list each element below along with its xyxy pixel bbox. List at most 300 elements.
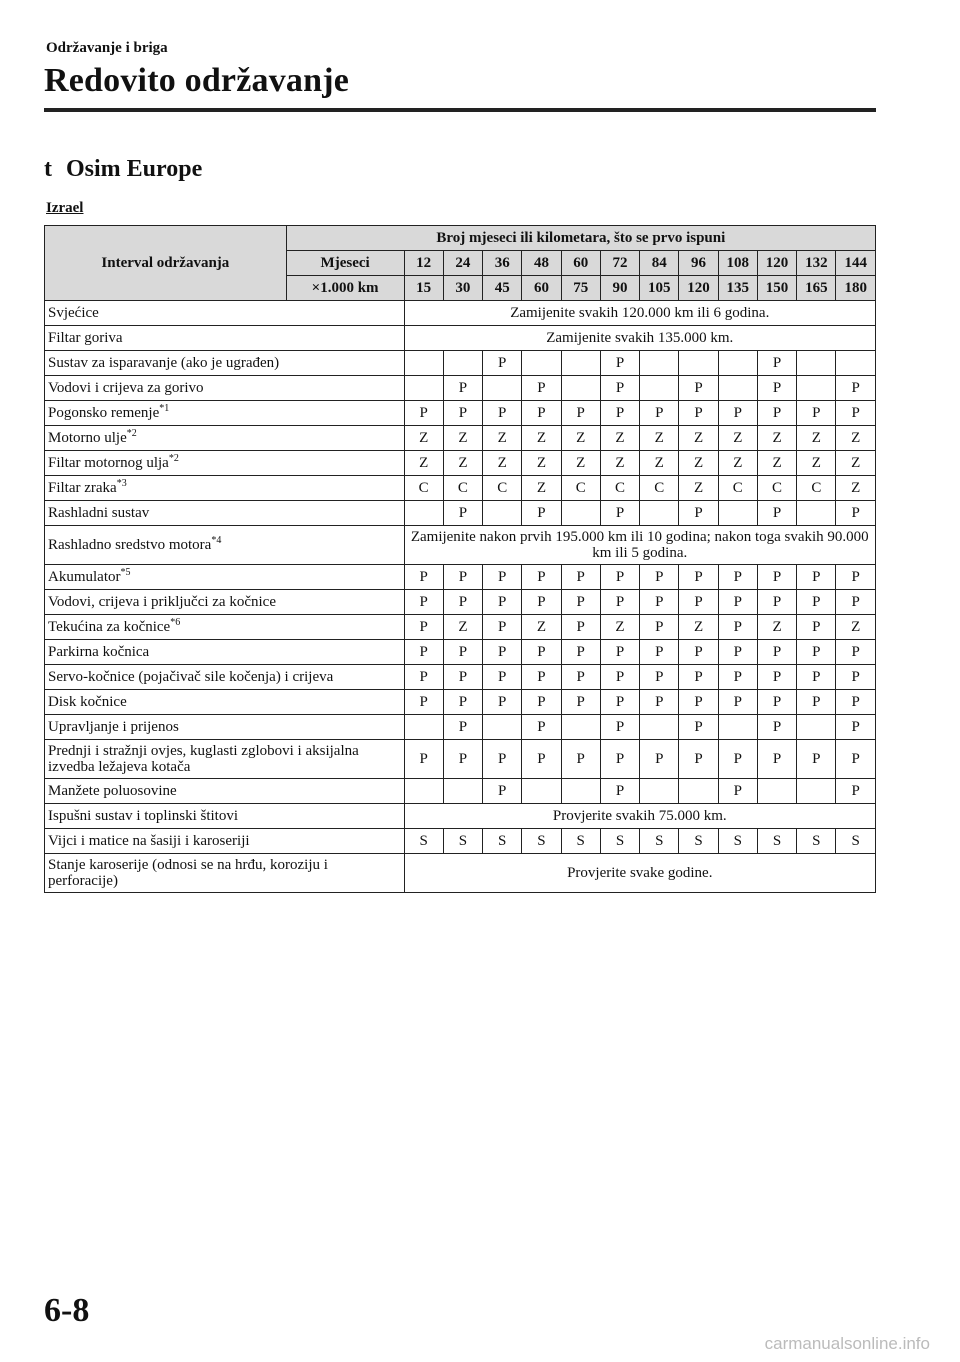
schedule-cell bbox=[561, 351, 600, 376]
table-row bbox=[45, 351, 876, 376]
month-header: 60 bbox=[561, 251, 600, 276]
schedule-cell: P bbox=[561, 401, 600, 426]
schedule-cell: P bbox=[640, 640, 679, 665]
schedule-cell: P bbox=[522, 715, 561, 740]
schedule-cell: P bbox=[757, 665, 796, 690]
item-cell bbox=[45, 401, 405, 426]
schedule-cell: P bbox=[443, 690, 482, 715]
item-label: Parkirna kočnica bbox=[48, 644, 150, 660]
schedule-cell: P bbox=[757, 715, 796, 740]
month-header: 36 bbox=[483, 251, 522, 276]
item-label: Vodovi i crijeva za gorivo bbox=[48, 380, 204, 396]
schedule-cell: P bbox=[718, 779, 757, 804]
item-cell bbox=[45, 526, 405, 565]
schedule-cell: P bbox=[600, 376, 639, 401]
table-row bbox=[45, 640, 876, 665]
schedule-cell: P bbox=[836, 665, 876, 690]
km-header: 180 bbox=[836, 276, 876, 301]
schedule-cell: P bbox=[483, 565, 522, 590]
schedule-cell: P bbox=[404, 690, 443, 715]
schedule-cell bbox=[561, 376, 600, 401]
schedule-cell: P bbox=[836, 565, 876, 590]
table-row bbox=[45, 779, 876, 804]
schedule-cell: P bbox=[443, 640, 482, 665]
km-header: 105 bbox=[640, 276, 679, 301]
km-header: 120 bbox=[679, 276, 718, 301]
schedule-cell: P bbox=[718, 615, 757, 640]
schedule-cell: Z bbox=[797, 426, 836, 451]
schedule-cell: P bbox=[718, 690, 757, 715]
schedule-cell: S bbox=[561, 829, 600, 854]
schedule-cell: P bbox=[561, 565, 600, 590]
schedule-cell: P bbox=[836, 715, 876, 740]
schedule-cell: P bbox=[836, 501, 876, 526]
schedule-cell: P bbox=[679, 740, 718, 779]
item-cell bbox=[45, 426, 405, 451]
schedule-cell: Z bbox=[757, 451, 796, 476]
schedule-cell bbox=[561, 779, 600, 804]
schedule-cell: P bbox=[600, 779, 639, 804]
schedule-cell: P bbox=[757, 401, 796, 426]
item-cell bbox=[45, 690, 405, 715]
span-cell: Provjerite svake godine. bbox=[404, 854, 875, 893]
item-cell bbox=[45, 804, 405, 829]
schedule-cell: P bbox=[483, 640, 522, 665]
km-header: 150 bbox=[757, 276, 796, 301]
schedule-cell: P bbox=[483, 351, 522, 376]
schedule-cell: P bbox=[522, 376, 561, 401]
item-cell bbox=[45, 829, 405, 854]
schedule-cell: P bbox=[483, 401, 522, 426]
schedule-cell bbox=[679, 351, 718, 376]
schedule-cell: P bbox=[797, 740, 836, 779]
item-label: Vodovi, crijeva i priključci za kočnice bbox=[48, 594, 276, 610]
schedule-cell bbox=[522, 351, 561, 376]
item-cell bbox=[45, 854, 405, 893]
item-cell bbox=[45, 376, 405, 401]
item-label: Vijci i matice na šasiji i karoseriji bbox=[48, 833, 250, 849]
schedule-cell: P bbox=[404, 590, 443, 615]
item-label: Stanje karoserije (odnosi se na hrđu, koroziju i perforacije) bbox=[48, 857, 328, 889]
item-cell bbox=[45, 476, 405, 501]
span-cell: Zamijenite svakih 135.000 km. bbox=[404, 326, 875, 351]
section-label: Održavanje i briga bbox=[46, 40, 168, 56]
schedule-cell bbox=[797, 501, 836, 526]
schedule-cell: P bbox=[522, 665, 561, 690]
schedule-cell: Z bbox=[757, 426, 796, 451]
schedule-cell: P bbox=[757, 740, 796, 779]
schedule-cell: P bbox=[679, 401, 718, 426]
schedule-cell: P bbox=[797, 640, 836, 665]
table-row bbox=[45, 401, 876, 426]
bullet-icon: t bbox=[44, 156, 52, 182]
schedule-cell: Z bbox=[797, 451, 836, 476]
schedule-cell: P bbox=[640, 665, 679, 690]
schedule-cell: S bbox=[679, 829, 718, 854]
item-cell bbox=[45, 590, 405, 615]
schedule-cell: Z bbox=[522, 476, 561, 501]
schedule-cell: Z bbox=[483, 451, 522, 476]
table-row bbox=[45, 615, 876, 640]
schedule-cell: P bbox=[443, 565, 482, 590]
item-cell bbox=[45, 615, 405, 640]
schedule-cell: C bbox=[483, 476, 522, 501]
schedule-cell bbox=[404, 779, 443, 804]
schedule-cell: P bbox=[640, 590, 679, 615]
item-label: Filtar motornog ulja bbox=[48, 455, 169, 471]
span-cell: Zamijenite nakon prvih 195.000 km ili 10 godina; nakon toga svakih 90.000 km ili 5 godina. bbox=[404, 526, 875, 565]
schedule-cell bbox=[561, 715, 600, 740]
table-row bbox=[45, 501, 876, 526]
schedule-cell: Z bbox=[561, 426, 600, 451]
schedule-cell bbox=[718, 376, 757, 401]
schedule-cell: S bbox=[404, 829, 443, 854]
schedule-cell: P bbox=[600, 690, 639, 715]
footnote-marker: *5 bbox=[120, 567, 131, 578]
schedule-cell: Z bbox=[522, 615, 561, 640]
months-label: Mjeseci bbox=[286, 251, 404, 276]
table-row bbox=[45, 740, 876, 779]
schedule-cell: Z bbox=[600, 426, 639, 451]
span-cell: Provjerite svakih 75.000 km. bbox=[404, 804, 875, 829]
schedule-cell: P bbox=[718, 640, 757, 665]
table-row bbox=[45, 829, 876, 854]
schedule-cell: S bbox=[443, 829, 482, 854]
schedule-cell: P bbox=[797, 565, 836, 590]
schedule-cell: P bbox=[561, 690, 600, 715]
schedule-cell: P bbox=[640, 401, 679, 426]
schedule-cell: Z bbox=[718, 451, 757, 476]
schedule-cell: P bbox=[679, 590, 718, 615]
table-row bbox=[45, 451, 876, 476]
span-cell: Zamijenite svakih 120.000 km ili 6 godina. bbox=[404, 301, 875, 326]
schedule-cell: P bbox=[797, 665, 836, 690]
schedule-cell: P bbox=[561, 640, 600, 665]
schedule-cell: P bbox=[404, 401, 443, 426]
km-header: 30 bbox=[443, 276, 482, 301]
item-label: Prednji i stražnji ovjes, kuglasti zglobovi i aksijalna izvedba ležajeva kotača bbox=[48, 743, 359, 775]
item-cell bbox=[45, 715, 405, 740]
schedule-cell: Z bbox=[718, 426, 757, 451]
schedule-cell: P bbox=[522, 501, 561, 526]
schedule-cell: P bbox=[522, 565, 561, 590]
span-header: Broj mjeseci ili kilometara, što se prvo ispuni bbox=[286, 226, 875, 251]
schedule-cell: P bbox=[600, 640, 639, 665]
schedule-cell: Z bbox=[600, 615, 639, 640]
table-row bbox=[45, 715, 876, 740]
region-label: Izrael bbox=[46, 200, 84, 216]
item-label: Ispušni sustav i toplinski štitovi bbox=[48, 808, 239, 824]
sub-heading bbox=[44, 156, 202, 183]
schedule-cell bbox=[404, 351, 443, 376]
schedule-cell: Z bbox=[836, 476, 876, 501]
schedule-cell: P bbox=[640, 615, 679, 640]
schedule-cell: S bbox=[640, 829, 679, 854]
schedule-cell: P bbox=[640, 740, 679, 779]
schedule-cell: P bbox=[718, 565, 757, 590]
schedule-cell bbox=[718, 351, 757, 376]
watermark: carmanualsonline.info bbox=[764, 1334, 930, 1353]
schedule-cell bbox=[404, 501, 443, 526]
schedule-cell: P bbox=[757, 590, 796, 615]
schedule-cell: P bbox=[836, 690, 876, 715]
item-label: Akumulator bbox=[48, 569, 121, 585]
item-cell bbox=[45, 501, 405, 526]
title-rule bbox=[44, 108, 876, 112]
footnote-marker: *6 bbox=[170, 617, 181, 628]
schedule-cell: Z bbox=[640, 451, 679, 476]
schedule-cell: S bbox=[757, 829, 796, 854]
schedule-cell: C bbox=[718, 476, 757, 501]
schedule-cell: P bbox=[797, 690, 836, 715]
header-row-span bbox=[45, 226, 876, 251]
schedule-cell: P bbox=[836, 779, 876, 804]
schedule-cell: P bbox=[522, 690, 561, 715]
schedule-cell: P bbox=[836, 376, 876, 401]
schedule-cell: P bbox=[522, 590, 561, 615]
schedule-cell: S bbox=[522, 829, 561, 854]
schedule-cell bbox=[640, 351, 679, 376]
schedule-cell: P bbox=[718, 401, 757, 426]
table-row bbox=[45, 426, 876, 451]
schedule-cell: Z bbox=[600, 451, 639, 476]
table-row bbox=[45, 376, 876, 401]
schedule-cell: P bbox=[404, 565, 443, 590]
schedule-cell: Z bbox=[404, 426, 443, 451]
schedule-cell: Z bbox=[836, 615, 876, 640]
schedule-cell: Z bbox=[640, 426, 679, 451]
item-cell bbox=[45, 351, 405, 376]
schedule-cell: P bbox=[679, 690, 718, 715]
schedule-cell: P bbox=[836, 740, 876, 779]
schedule-cell: P bbox=[757, 376, 796, 401]
schedule-cell: P bbox=[600, 665, 639, 690]
sub-heading-text: Osim Europe bbox=[66, 156, 203, 182]
month-header: 12 bbox=[404, 251, 443, 276]
item-cell bbox=[45, 665, 405, 690]
schedule-cell: P bbox=[483, 615, 522, 640]
schedule-cell: P bbox=[600, 740, 639, 779]
schedule-cell: P bbox=[483, 665, 522, 690]
schedule-cell: C bbox=[640, 476, 679, 501]
schedule-cell bbox=[443, 779, 482, 804]
schedule-cell: P bbox=[443, 376, 482, 401]
schedule-cell: P bbox=[836, 401, 876, 426]
item-label: Svjećice bbox=[48, 305, 99, 321]
schedule-cell bbox=[404, 376, 443, 401]
schedule-cell bbox=[797, 351, 836, 376]
schedule-cell: P bbox=[679, 501, 718, 526]
schedule-cell bbox=[679, 779, 718, 804]
item-label: Servo-kočnice (pojačivač sile kočenja) i crijeva bbox=[48, 669, 334, 685]
item-cell bbox=[45, 740, 405, 779]
schedule-cell: S bbox=[797, 829, 836, 854]
schedule-cell: P bbox=[443, 665, 482, 690]
schedule-cell bbox=[483, 376, 522, 401]
item-cell bbox=[45, 565, 405, 590]
km-header: 60 bbox=[522, 276, 561, 301]
schedule-cell: P bbox=[640, 565, 679, 590]
schedule-cell bbox=[404, 715, 443, 740]
schedule-cell bbox=[757, 779, 796, 804]
schedule-cell bbox=[640, 715, 679, 740]
schedule-cell: Z bbox=[679, 476, 718, 501]
schedule-cell: P bbox=[443, 740, 482, 779]
item-cell bbox=[45, 640, 405, 665]
month-header: 24 bbox=[443, 251, 482, 276]
schedule-cell: Z bbox=[443, 451, 482, 476]
schedule-cell: P bbox=[679, 376, 718, 401]
schedule-cell: P bbox=[561, 665, 600, 690]
schedule-cell: P bbox=[797, 401, 836, 426]
item-label: Disk kočnice bbox=[48, 694, 127, 710]
month-header: 108 bbox=[718, 251, 757, 276]
schedule-cell: P bbox=[640, 690, 679, 715]
schedule-cell: Z bbox=[679, 451, 718, 476]
table-row bbox=[45, 565, 876, 590]
schedule-cell: C bbox=[561, 476, 600, 501]
table-row bbox=[45, 526, 876, 565]
schedule-cell bbox=[561, 501, 600, 526]
schedule-cell: P bbox=[679, 565, 718, 590]
schedule-cell: P bbox=[600, 401, 639, 426]
footnote-marker: *1 bbox=[159, 403, 170, 414]
schedule-cell bbox=[483, 715, 522, 740]
schedule-cell: Z bbox=[836, 426, 876, 451]
item-label: Manžete poluosovine bbox=[48, 783, 177, 799]
schedule-cell: P bbox=[522, 640, 561, 665]
schedule-cell: Z bbox=[483, 426, 522, 451]
schedule-cell: P bbox=[483, 590, 522, 615]
schedule-cell: P bbox=[718, 740, 757, 779]
schedule-cell: P bbox=[600, 715, 639, 740]
item-label: Filtar zraka bbox=[48, 480, 117, 496]
month-header: 72 bbox=[600, 251, 639, 276]
interval-header: Interval održavanja bbox=[45, 226, 287, 301]
schedule-cell: P bbox=[483, 779, 522, 804]
schedule-cell: P bbox=[561, 590, 600, 615]
schedule-cell: Z bbox=[561, 451, 600, 476]
schedule-cell bbox=[718, 501, 757, 526]
schedule-cell bbox=[797, 779, 836, 804]
schedule-cell: C bbox=[443, 476, 482, 501]
month-header: 84 bbox=[640, 251, 679, 276]
schedule-cell: P bbox=[600, 590, 639, 615]
item-label: Rashladni sustav bbox=[48, 505, 150, 521]
schedule-cell: P bbox=[836, 590, 876, 615]
schedule-cell bbox=[797, 376, 836, 401]
footnote-marker: *2 bbox=[168, 453, 179, 464]
month-header: 120 bbox=[757, 251, 796, 276]
schedule-cell bbox=[483, 501, 522, 526]
schedule-cell: P bbox=[404, 640, 443, 665]
km-header: 135 bbox=[718, 276, 757, 301]
schedule-cell: P bbox=[757, 690, 796, 715]
table-row bbox=[45, 301, 876, 326]
schedule-cell: P bbox=[797, 615, 836, 640]
km-header: 75 bbox=[561, 276, 600, 301]
schedule-cell: S bbox=[836, 829, 876, 854]
item-label: Filtar goriva bbox=[48, 330, 123, 346]
schedule-cell: P bbox=[679, 665, 718, 690]
table-row bbox=[45, 690, 876, 715]
maintenance-schedule-table bbox=[44, 225, 876, 893]
schedule-cell: P bbox=[600, 565, 639, 590]
schedule-cell: C bbox=[404, 476, 443, 501]
schedule-cell bbox=[443, 351, 482, 376]
schedule-cell: C bbox=[757, 476, 796, 501]
schedule-cell: Z bbox=[404, 451, 443, 476]
schedule-cell: P bbox=[404, 615, 443, 640]
table-row bbox=[45, 326, 876, 351]
item-label: Motorno ulje bbox=[48, 430, 127, 446]
schedule-cell: P bbox=[757, 640, 796, 665]
schedule-cell: P bbox=[561, 740, 600, 779]
schedule-cell: P bbox=[522, 401, 561, 426]
schedule-cell bbox=[640, 501, 679, 526]
table-row bbox=[45, 665, 876, 690]
page-number: 6-8 bbox=[44, 1292, 90, 1329]
schedule-cell bbox=[640, 376, 679, 401]
schedule-cell: P bbox=[404, 665, 443, 690]
item-cell bbox=[45, 451, 405, 476]
schedule-cell: P bbox=[443, 715, 482, 740]
month-header: 96 bbox=[679, 251, 718, 276]
month-header: 132 bbox=[797, 251, 836, 276]
schedule-cell: P bbox=[404, 740, 443, 779]
schedule-cell bbox=[718, 715, 757, 740]
km-header: 165 bbox=[797, 276, 836, 301]
item-label: Pogonsko remenje bbox=[48, 405, 160, 421]
km-header: 15 bbox=[404, 276, 443, 301]
schedule-cell: P bbox=[443, 401, 482, 426]
km-header: 90 bbox=[600, 276, 639, 301]
schedule-cell: Z bbox=[443, 615, 482, 640]
schedule-cell: S bbox=[600, 829, 639, 854]
schedule-cell: C bbox=[600, 476, 639, 501]
table-row bbox=[45, 590, 876, 615]
schedule-cell: P bbox=[797, 590, 836, 615]
schedule-cell: Z bbox=[522, 426, 561, 451]
km-header: 45 bbox=[483, 276, 522, 301]
schedule-cell: P bbox=[718, 665, 757, 690]
item-label: Tekućina za kočnice bbox=[48, 619, 171, 635]
schedule-cell: P bbox=[757, 351, 796, 376]
schedule-cell: P bbox=[679, 715, 718, 740]
month-header: 48 bbox=[522, 251, 561, 276]
item-cell bbox=[45, 779, 405, 804]
schedule-cell: P bbox=[443, 501, 482, 526]
footnote-marker: *3 bbox=[116, 478, 127, 489]
item-label: Upravljanje i prijenos bbox=[48, 719, 179, 735]
schedule-cell: P bbox=[600, 501, 639, 526]
schedule-cell: P bbox=[522, 740, 561, 779]
schedule-cell: S bbox=[483, 829, 522, 854]
schedule-cell bbox=[797, 715, 836, 740]
schedule-cell: P bbox=[836, 640, 876, 665]
schedule-cell: Z bbox=[836, 451, 876, 476]
month-header: 144 bbox=[836, 251, 876, 276]
schedule-cell: P bbox=[757, 565, 796, 590]
schedule-cell: P bbox=[443, 590, 482, 615]
schedule-cell: Z bbox=[679, 426, 718, 451]
item-cell bbox=[45, 326, 405, 351]
schedule-cell bbox=[836, 351, 876, 376]
table-row bbox=[45, 854, 876, 893]
footnote-marker: *2 bbox=[126, 428, 137, 439]
schedule-cell: P bbox=[600, 351, 639, 376]
footnote-marker: *4 bbox=[211, 535, 222, 546]
